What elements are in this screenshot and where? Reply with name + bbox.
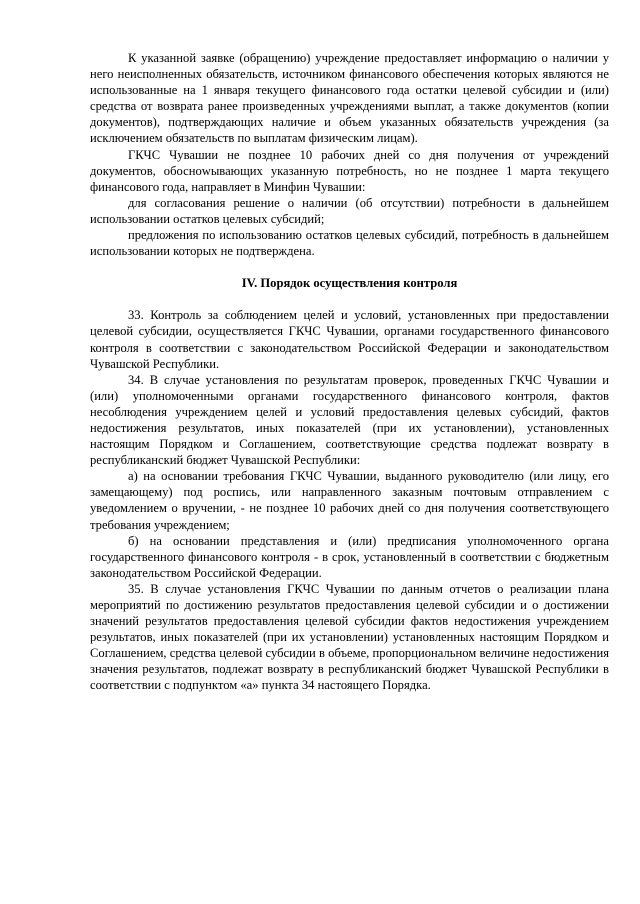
paragraph-clause-34: 34. В случае установления по результатам проверок, проведенных ГКЧС Чувашии и (или) уполномоченными органами государственного финансового контроля, фактов несоблюдения учреждением целей и условий предоставления целевых субсидий, фактов недостижения результатов, иных показателей (при их установлении), установленных настоящим Порядком и Соглашением, соответствующие средства подлежат возврату в республиканский бюджет Чувашской Республики: bbox=[90, 372, 609, 468]
paragraph-proposals-item: предложения по использованию остатков целевых субсидий, потребность в дальнейшем использовании которых не подтверждена. bbox=[90, 228, 609, 259]
paragraph-gkchs-deadline: ГКЧС Чувашии не позднее 10 рабочих дней со дня получения от учреждений документов, обоснowывающих указанную потребность, но не позднее 1 марта текущего финансового года, направляет в Минфин Чувашии: bbox=[90, 147, 609, 194]
paragraph-clause-33: 33. Контроль за соблюдением целей и условий, установленных при предоставлении целевой субсидии, осуществляется ГКЧС Чувашии, органами государственного финансового контроля в соответствии с законодательством Российской Федерации и законодательством Чувашской Республики. bbox=[90, 308, 609, 371]
section-heading: IV. Порядок осуществления контроля bbox=[241, 276, 458, 291]
paragraph-clause-34-a: а) на основании требования ГКЧС Чувашии, выданного руководителю (или лицу, его замещающему) под роспись, или направленного заказным почтовым отправлением с уведомлением о вручении, - не позднее 10 рабочих дней со дня получения соответствующего требования учреждением; bbox=[90, 469, 609, 532]
paragraph-application-info: К указанной заявке (обращению) учреждение предоставляет информацию о наличии у него неисполненных обязательств, источником финансового обеспечения которых являются не использованные на 1 января текущего финансового года остатки целевой субсидии и (или) средства от возврата ранее произведенных учреждениями выплат, а также документов (копии документов), подтверждающих наличие и объем указанных обязательств учреждения (за исключением обязательств по выплатам физическим лицам). bbox=[90, 51, 609, 146]
document-page bbox=[90, 50, 609, 694]
paragraph-clause-34-b: б) на основании представления и (или) предписания уполномоченного органа государственного финансового контроля - в срок, установленный в соответствии с бюджетным законодательством Российской Федерации. bbox=[90, 533, 609, 580]
spacer bbox=[90, 259, 609, 275]
spacer bbox=[90, 291, 609, 307]
paragraph-clause-35: 35. В случае установления ГКЧС Чувашии по данным отчетов о реализации плана мероприятий по достижению результатов предоставления целевой субсидии и о достижении значений результатов предоставления целевой субсидии фактов недостижения учреждением результатов, иных показателей (при их установлении) установленных настоящим Порядком и Соглашением, средства целевой субсидии в объеме, пропорциональном величине недостижения значения результатов, подлежат возврату в республиканский бюджет Чувашской Республики в соответствии с подпунктом «а» пункта 34 настоящего Порядка. bbox=[90, 581, 609, 693]
paragraph-approval-item: для согласования решение о наличии (об отсутствии) потребности в дальнейшем использовании остатков целевых субсидий; bbox=[90, 195, 609, 226]
